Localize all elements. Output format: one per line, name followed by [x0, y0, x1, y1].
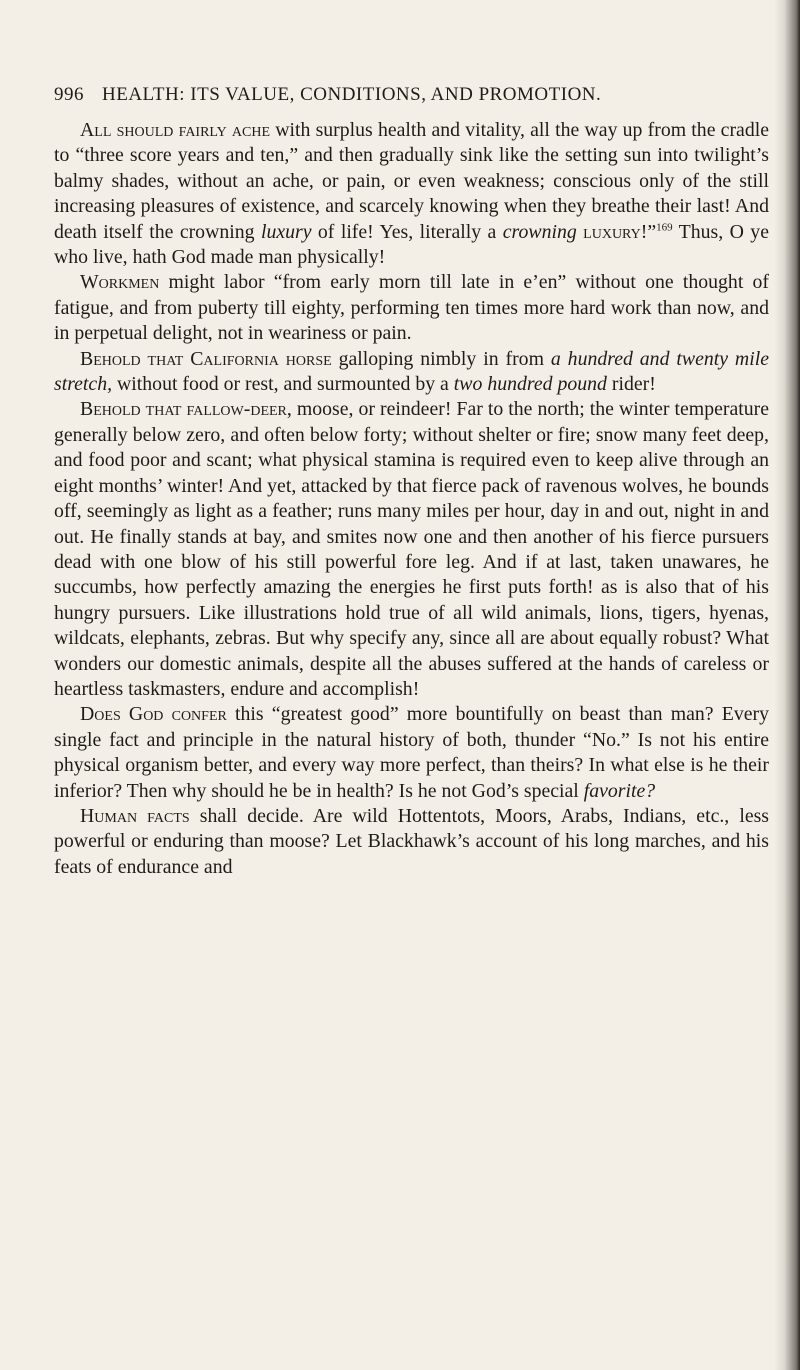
paragraph-segment-smallcaps: luxury — [583, 220, 641, 243]
paragraph-segment: of life! Yes, literally a — [311, 220, 503, 243]
paragraph-lead: Human facts — [80, 804, 190, 827]
book-spine-shadow — [774, 0, 800, 1370]
paragraph — [54, 804, 769, 880]
paragraph-lead: Workmen — [80, 271, 160, 294]
paragraph-segment-italic: a hundred and twenty mile stretch, — [54, 347, 769, 396]
running-title: HEALTH: ITS VALUE, CONDITIONS, AND PROMOTION. — [102, 84, 602, 105]
paragraph-segment-italic: two hundred pound — [453, 373, 607, 396]
paragraph — [54, 347, 769, 398]
paragraph — [54, 118, 769, 270]
paragraph-segment: with surplus health and vitality, all the way up from the cradle to “three score years and ten,” and then gradually sink like the setting sun into twilight’s balmy shades, without an ache, or pain, or even weakness; conscious only of the still increasing pleasures of existence, and scarcely knowing when they breathe their last! And death itself the crowning — [54, 119, 769, 243]
paragraph-lead: Does God confer — [80, 703, 227, 726]
footnote-marker: 169 — [656, 221, 673, 234]
paragraph-segment-italic: crowning — [502, 220, 577, 243]
running-header — [54, 84, 714, 106]
body-text — [54, 118, 769, 880]
paragraph-segment: without food or rest, and surmounted by a — [112, 373, 454, 396]
paragraph-segment: shall decide. Are wild Hottentots, Moors, Arabs, Indians, etc., less powerful or enduring than moose? Let Blackhawk’s account of his long marches, and his feats of endurance and — [54, 804, 769, 878]
paragraph-segment: Thus, O ye who live, hath God made man physically! — [54, 220, 769, 269]
paragraph — [54, 397, 769, 702]
paragraph — [54, 702, 769, 804]
paragraph-segment: moose, or reindeer! Far to the north; the winter temperature generally below zero, and often below forty; without shelter or fire; snow many feet deep, and food poor and scant; what physical stamina is required even to keep alive through an eight months’ winter! And yet, attacked by that fierce pack of ravenous wolves, he bounds off, seemingly as light as a feather; runs many miles per hour, day in and out, night in and out. He finally stands at bay, and smites now one and then another of his fierce pursuers dead with one blow of his still powerful fore leg. And if at last, taken unawares, he succumbs, how perfectly amazing the energies he first puts forth! as is also that of his hungry pursuers. Like illustrations hold true of all wild animals, lions, tigers, hyenas, wildcats, elephants, zebras. But why specify any, since all are about equally robust? What wonders our domestic animals, despite all the abuses suffered at the hands of careless or heartless taskmasters, endure and accomplish! — [54, 398, 769, 700]
paragraph-lead: All should fairly ache — [80, 119, 271, 141]
paragraph-segment-italic: favorite? — [583, 779, 656, 802]
paragraph-segment: this “greatest good” more bountifully on beast than man? Every single fact and principle in the natural history of both, thunder “No.” Is not his entire physical organism better, and every way more perfect, than theirs? In what else is he their inferior? Then why should he be in health? Is he not God’s special — [54, 703, 769, 802]
paragraph-segment: might labor “from early morn till late in e’en” without one thought of fatigue, and from puberty till eighty, performing ten times more hard work than now, and in perpetual delight, not in weariness or pain. — [54, 271, 769, 345]
page-number: 996 — [54, 84, 84, 105]
paragraph-segment-italic: luxury — [260, 220, 312, 243]
paragraph — [54, 270, 769, 346]
paragraph-lead: Behold that fallow-deer, — [80, 398, 292, 421]
paragraph-lead: Behold that California horse — [80, 347, 332, 370]
paragraph-segment: rider! — [606, 373, 656, 396]
paragraph-segment: !” — [640, 220, 657, 243]
paragraph-segment: galloping nimbly in from — [331, 347, 551, 370]
